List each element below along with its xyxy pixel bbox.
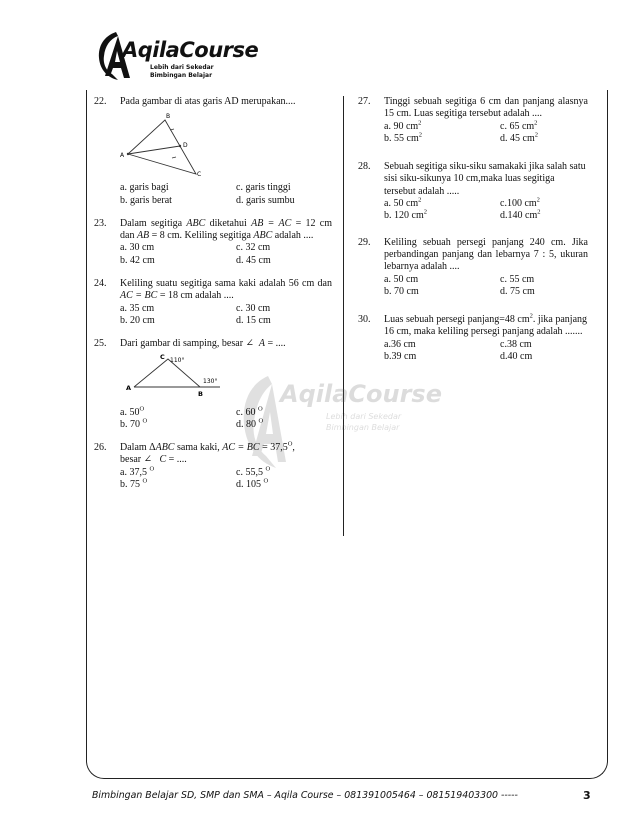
question-number: 29. bbox=[358, 236, 371, 248]
options bbox=[120, 182, 332, 207]
fig-label-c: C bbox=[160, 352, 165, 361]
option-d: d. 45 cm bbox=[236, 254, 271, 266]
fig-angle-c: 110° bbox=[170, 356, 185, 364]
option-a: a. 90 $cm^2$ bbox=[384, 119, 422, 132]
logo-subtitle-2: Bimbingan Belajar bbox=[150, 72, 213, 79]
question-stem: Tinggi sebuah segitiga 6 cm dan panjang alasnya 15 cm. Luas segitiga tersebut adalah .... bbox=[384, 96, 588, 120]
page-footer bbox=[92, 790, 612, 801]
options bbox=[384, 121, 588, 146]
options bbox=[120, 407, 332, 432]
logo-title: AqilaCourse bbox=[122, 38, 259, 62]
option-d: d.140 $cm^2$ bbox=[500, 209, 541, 222]
question-stem: Sebuah segitiga siku-siku samakaki jika salah satu sisi siku-sikunya 10 cm,maka luas segitiga tersebut adalah ..... bbox=[384, 161, 586, 197]
option-b: b. 20 cm bbox=[120, 314, 155, 326]
option-c: c.100 $cm^2$ bbox=[500, 196, 540, 210]
option-c: c. 55 cm bbox=[500, 273, 535, 285]
question-number: 26. bbox=[94, 442, 107, 454]
option-a: a. garis bagi bbox=[120, 182, 169, 194]
option-d: d. 45 $cm^2$ bbox=[500, 131, 538, 144]
option-d: d. 80 $^O$ bbox=[236, 417, 264, 430]
option-a: a. 30 cm bbox=[120, 242, 155, 254]
question-number: 27. bbox=[358, 96, 371, 107]
left-column bbox=[94, 96, 332, 502]
question-number: 25. bbox=[94, 338, 107, 350]
aqila-logo bbox=[96, 30, 259, 90]
question-number: 28. bbox=[358, 161, 371, 173]
question-stem: Luas sebuah persegi panjang=48 $cm^2$. jika panjang 16 cm, maka keliling persegi panjang adalah ....... bbox=[384, 312, 588, 338]
option-b: b. 75 $^O$ bbox=[120, 477, 148, 491]
footer-text: Bimbingan Belajar SD, SMP dan SMA – Aqila Course – 081391005464 – 081519403300 ----- bbox=[92, 790, 518, 801]
option-a: a. $50^O$ bbox=[120, 405, 145, 418]
angle-icon: ∠ bbox=[143, 454, 152, 466]
option-d: d. 15 cm bbox=[236, 314, 271, 326]
question-stem: Dari gambar di samping, besar ∠ A = .... bbox=[120, 338, 286, 350]
question-number: 22. bbox=[94, 96, 107, 107]
question-30 bbox=[358, 314, 588, 363]
question-28 bbox=[358, 161, 588, 222]
question-stem: Keliling suatu segitiga sama kaki adalah 56 cm dan AC = BC = 18 cm adalah .... bbox=[120, 278, 332, 302]
fig-label-a: A bbox=[126, 383, 132, 392]
options bbox=[120, 303, 332, 328]
option-c: c. 30 cm bbox=[236, 302, 271, 314]
question-stem: Dalam ΔABC sama kaki, AC = BC = $37,5^O$, besar ∠ C = .... bbox=[120, 440, 295, 466]
option-c: c. 60 $^O$ bbox=[236, 405, 263, 418]
question-25 bbox=[94, 338, 332, 431]
angle-icon: ∠ bbox=[245, 338, 254, 350]
options bbox=[384, 198, 588, 223]
option-b: b.39 cm bbox=[384, 351, 417, 363]
right-column bbox=[358, 96, 588, 374]
question-29 bbox=[358, 237, 588, 298]
fig-angle-b: 130° bbox=[203, 377, 218, 385]
option-b: b. 120 $cm^2$ bbox=[384, 209, 427, 222]
fig-label-a: A bbox=[120, 152, 125, 160]
option-c: c. 55,5 $^O$ bbox=[236, 465, 271, 478]
question-stem: Pada gambar di atas garis AD merupakan.... bbox=[120, 96, 296, 107]
fig-label-c: C bbox=[197, 171, 202, 177]
question-24 bbox=[94, 278, 332, 327]
question-number: 23. bbox=[94, 217, 107, 229]
options bbox=[384, 339, 588, 364]
question-number: 30. bbox=[358, 314, 371, 326]
option-b: b. 70 $^O$ bbox=[120, 417, 148, 430]
question-number: 24. bbox=[94, 278, 107, 290]
fig-label-b: B bbox=[198, 389, 203, 398]
option-b: b. garis berat bbox=[120, 194, 172, 206]
options bbox=[120, 467, 332, 492]
question-26 bbox=[94, 442, 332, 491]
option-b: b. 55 $cm^2$ bbox=[384, 131, 422, 144]
option-b: b. 70 cm bbox=[384, 285, 419, 297]
question-stem: Dalam segitiga ABC diketahui AB = AC = 12 cm dan AB = 8 cm. Keliling segitiga ABC adalah .... bbox=[120, 217, 333, 242]
option-d: d. 75 cm bbox=[500, 285, 535, 297]
option-c: c.38 cm bbox=[500, 338, 532, 350]
option-a: a. 35 cm bbox=[120, 302, 155, 314]
fig-label-d: D bbox=[183, 142, 188, 150]
logo-subtitle-1: Lebih dari Sekedar bbox=[150, 64, 214, 71]
option-c: c. 65 $cm^2$ bbox=[500, 119, 538, 132]
option-c: c. garis tinggi bbox=[236, 182, 291, 194]
watermark-title: AqilaCourse bbox=[280, 380, 442, 408]
option-a: a. 37,5 $^O$ bbox=[120, 465, 155, 478]
option-a: a.36 cm bbox=[384, 338, 416, 350]
watermark-subtitle-2: Bimbingan Belajar bbox=[326, 423, 400, 432]
option-d: d. garis sumbu bbox=[236, 194, 295, 206]
question-27 bbox=[358, 96, 588, 145]
question-22 bbox=[94, 96, 332, 207]
options bbox=[384, 274, 588, 299]
triangle-figure-25 bbox=[120, 353, 240, 401]
option-a: a. 50 $cm^2$ bbox=[384, 196, 422, 210]
triangle-icon: Δ bbox=[149, 442, 156, 454]
page-number: 3 bbox=[583, 789, 591, 802]
option-d: d.40 cm bbox=[500, 351, 533, 363]
question-stem: Keliling sebuah persegi panjang 240 cm. Jika perbandingan panjang dan lebarnya 7 : 5, ukuran lebarnya adalah .... bbox=[384, 236, 588, 273]
option-a: a. 50 cm bbox=[384, 273, 419, 285]
triangle-figure-22 bbox=[120, 110, 240, 176]
option-c: c. 32 cm bbox=[236, 242, 271, 254]
fig-label-b: B bbox=[166, 113, 171, 121]
option-d: d. 105 $^O$ bbox=[236, 477, 269, 491]
options bbox=[120, 242, 332, 267]
watermark-subtitle-1: Lebih dari Sekedar bbox=[326, 412, 402, 421]
option-b: b. 42 cm bbox=[120, 254, 155, 266]
question-23 bbox=[94, 218, 332, 267]
